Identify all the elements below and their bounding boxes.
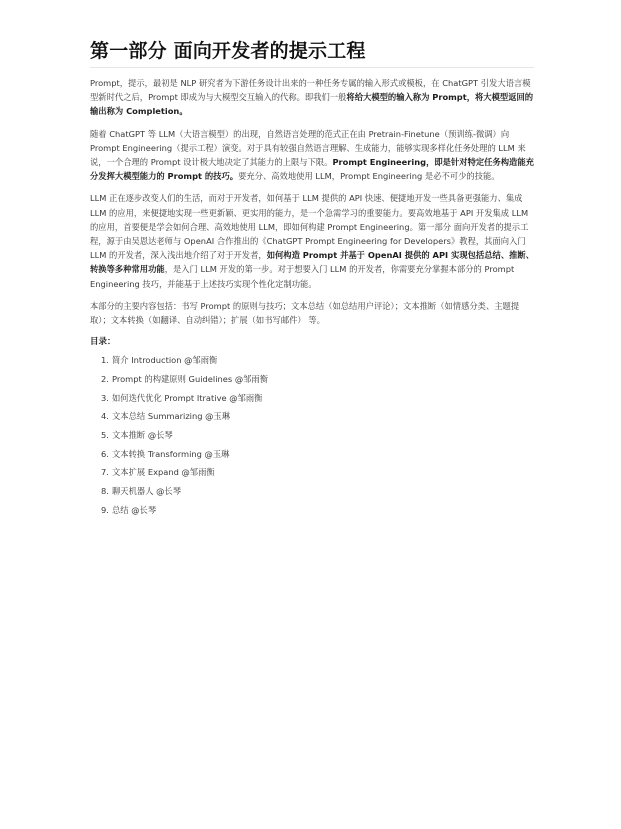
- paragraph-paradigm: [90, 127, 534, 184]
- toc-item-number: 7.: [101, 467, 109, 478]
- toc-item[interactable]: [90, 448, 534, 461]
- toc-list: [90, 354, 534, 517]
- toc-item-number: 8.: [101, 486, 109, 497]
- toc-item-number: 2.: [101, 373, 109, 384]
- toc-item-number: 9.: [101, 504, 109, 515]
- toc-item[interactable]: [90, 504, 534, 517]
- page-title: 第一部分 面向开发者的提示工程: [90, 40, 366, 62]
- paragraph-developers-text: LLM 正在逐步改变人们的生活，而对于开发者，如何基于 LLM 提供的 API 快速、便捷地开发一些具备更强能力、集成LLM 的应用，来便捷地实现一些更新颖、更实用的能力，是一个急需学习的重要能力。要高效地基于 API 开发集成 LLM 的应用，首要便是学会如何合理、高效地使用 LLM，即如何构建 Prompt Engineering。第一部分 面向开发者的提示工程，源于由吴恩达老师与 OpenAI 合作推出的《ChatGPT Prompt Engineering for Developers》教程，其面向入门 LLM 的开发者，深入浅出地介绍了对于开发者，: [90, 193, 529, 261]
- toc-item-label: 文本总结 Summarizing @玉琳: [112, 411, 231, 422]
- toc-item-label: 如何迭代优化 Prompt Itrative @邹雨衡: [112, 392, 263, 403]
- paragraph-developers-tail: ，是入门 LLM 开发的第一步。对于想要入门 LLM 的开发者，你需要充分掌握本部分的 Prompt Engineering 技巧，并能基于上述技巧实现个性化定制功能。: [90, 264, 515, 289]
- toc-item[interactable]: [90, 429, 534, 442]
- paragraph-intro-text: Prompt，提示，最初是 NLP 研究者为下游任务设计出来的一种任务专属的输入形式或模板，在 ChatGPT 引发大语言模型新时代之后，Prompt 即成为与大模型交互输入的代称。即我们一般: [90, 78, 531, 103]
- toc-item-label: 文本扩展 Expand @邹雨衡: [112, 467, 215, 478]
- paragraph-paradigm-tail: 要充分、高效地使用 LLM，Prompt Engineering 是必不可少的技能。: [238, 171, 500, 182]
- paragraph-developers: [90, 191, 534, 290]
- toc-item-number: 3.: [101, 392, 109, 403]
- toc-item-number: 1.: [101, 355, 109, 366]
- toc-item-label: Prompt 的构建原则 Guidelines @邹雨衡: [112, 373, 269, 384]
- toc-item-label: 文本推断 @长琴: [112, 430, 173, 440]
- toc-item-label: 文本转换 Transforming @玉琳: [112, 448, 230, 459]
- toc-item-label: 聊天机器人 @长琴: [112, 486, 182, 497]
- toc-item[interactable]: [90, 410, 534, 423]
- title-divider: [90, 67, 534, 68]
- paragraph-paradigm-text: 随着 ChatGPT 等 LLM（大语言模型）的出现，自然语言处理的范式正在由 Pretrain-Finetune（预训练-微调）向 Prompt Engineering（提示工程）演变。对于具有较强自然语言理解、生成能力，能够实现多样化任务处理的 LLM 来说，一个合理的 Prompt 设计极大地决定了其能力的上限与下限。: [90, 128, 526, 168]
- toc-item-number: 5.: [101, 430, 109, 440]
- paragraph-developers-emphasis: 如何构造 Prompt 并基于 OpenAI 提供的 API 实现包括总结、推断、转换等多种常用功能: [90, 250, 535, 275]
- toc-item-number: 6.: [101, 448, 109, 459]
- document-page: [90, 38, 534, 522]
- toc-item-number: 4.: [101, 411, 109, 422]
- toc-item[interactable]: [90, 392, 534, 405]
- paragraph-contents: 本部分的主要内容包括：书写 Prompt 的原则与技巧；文本总结（如总结用户评论）；文本推断（如情感分类、主题提取）；文本转换（如翻译、自动纠错）；扩展（如书写邮件） 等。: [90, 300, 520, 326]
- toc-item[interactable]: [90, 485, 534, 498]
- paragraph-intro-emphasis: 将给大模型的输入称为 Prompt，将大模型返回的输出称为 Completion。: [90, 92, 534, 117]
- paragraph-intro: [90, 76, 534, 119]
- toc-item[interactable]: [90, 354, 534, 367]
- toc-item-label: 总结 @长琴: [112, 504, 157, 515]
- paragraph-paradigm-emphasis: Prompt Engineering，即是针对特定任务构造能充分发挥大模型能力的 Prompt 的技巧。: [90, 157, 534, 182]
- toc-item[interactable]: [90, 373, 534, 386]
- toc-heading: 目录：: [90, 337, 116, 348]
- toc-item[interactable]: [90, 466, 534, 479]
- toc-item-label: 简介 Introduction @邹雨衡: [112, 355, 218, 366]
